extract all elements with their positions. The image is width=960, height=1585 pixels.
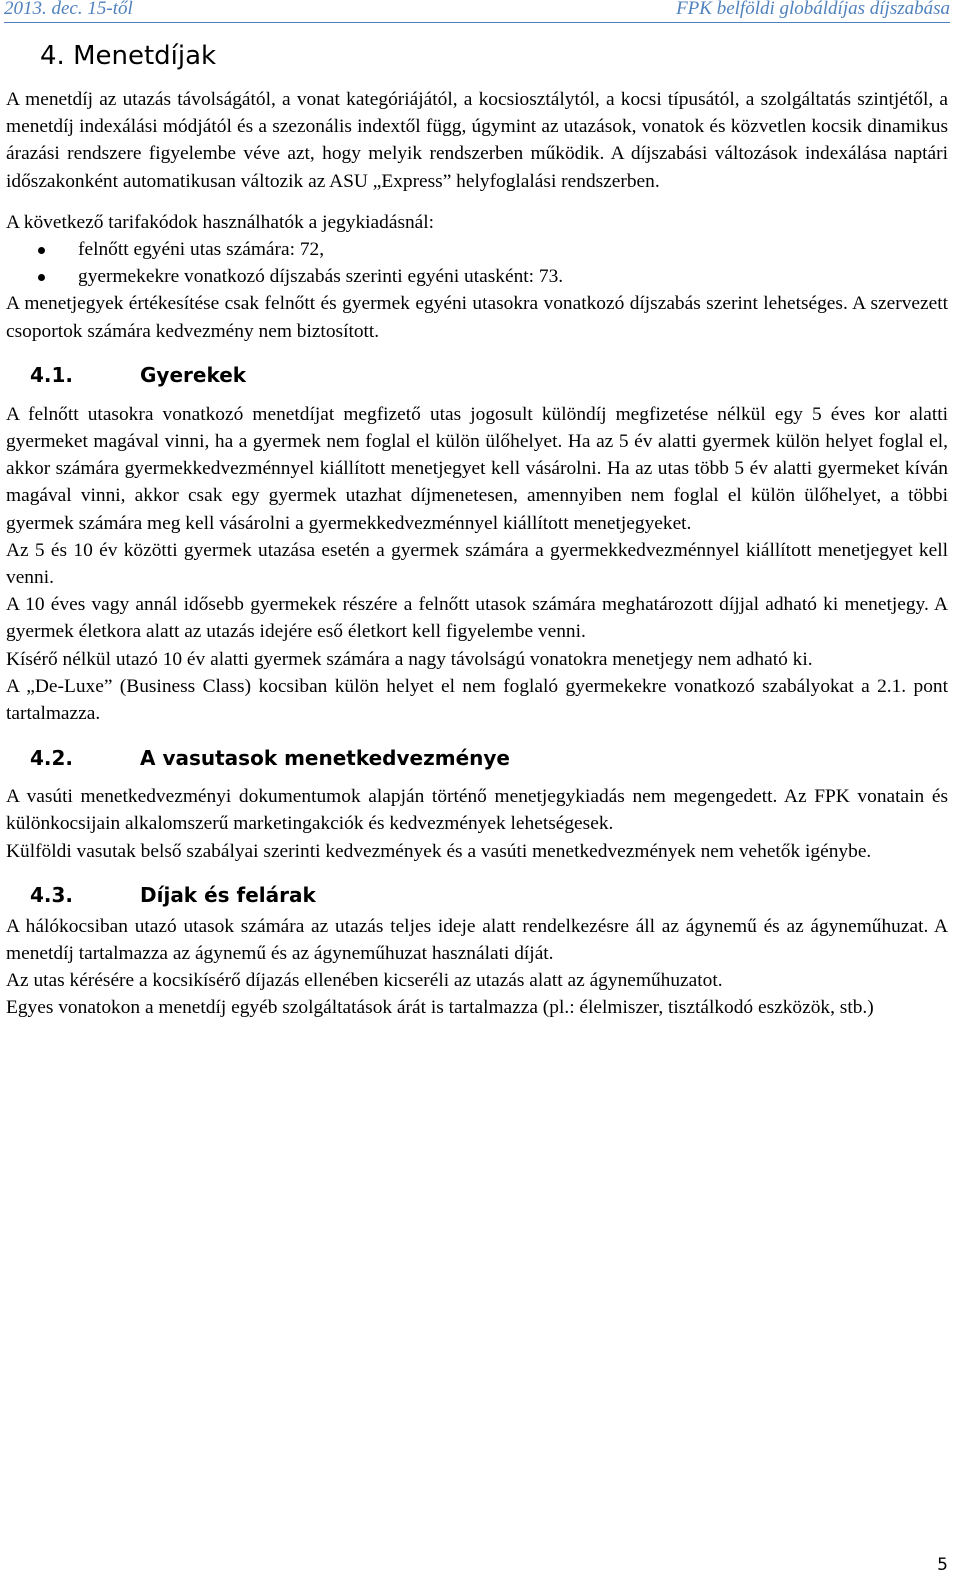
subsection-number: 4.1. bbox=[30, 363, 74, 388]
section-paragraph: A következő tarifakódok használhatók a jegykiadásnál: bbox=[6, 211, 435, 233]
page-number: 5 bbox=[937, 1555, 948, 1575]
subsection-paragraph: A felnőtt utasokra vonatkozó menetdíjat megfizető utas jogosult különdíj megfizetése nélkül egy 5 éves kor alatti gyermeket magával vinni, ha a gyermek nem foglal el külön ülőhelyet. Ha az 5 év alatti gyermek külön helyet foglal el, akkor számára gyermekkedvezménnyel kiállított menetjegyet kell vásárolni. Ha az utas több 5 év alatti gyermeket kíván magával vinni, akkor csak egy gyermek utazhat díjmenetesen, amennyiben nem foglal el külön ülőhelyet, a többi gyermek számára meg kell vásárolni a gyermekkedvezménnyel kiállított menetjegyeket. bbox=[6, 403, 948, 534]
subsection-number: 4.2. bbox=[30, 745, 74, 770]
section-paragraph: A menetjegyek értékesítése csak felnőtt és gyermek egyéni utasokra vonatkozó díjszabás szerint lehetséges. A szervezett csoportok számára kedvezmény nem biztosított. bbox=[6, 293, 948, 342]
list-item-text: felnőtt egyéni utas számára: 72, bbox=[78, 239, 325, 261]
subsection-title: Díjak és felárak bbox=[140, 883, 316, 908]
subsection-paragraph: A hálókocsiban utazó utasok számára az utazás teljes ideje alatt rendelkezésre áll az ágynemű és az ágyneműhuzat. A menetdíj tartalmazza az ágynemű és az ágyneműhuzat használati díját. bbox=[6, 915, 948, 965]
header-date: 2013. dec. 15-től bbox=[4, 0, 133, 19]
subsection-paragraph: A 10 éves vagy annál idősebb gyermekek részére a felnőtt utasok számára meghatározott díjjal adható ki menetjegy. A gyermek életkora alatt az utazás idejére eső életkort kell figyelembe venni. bbox=[6, 594, 948, 643]
subsection-paragraph: Egyes vonatokon a menetdíj egyéb szolgáltatások árát is tartalmazza (pl.: élelmiszer, tisztálkodó eszközök, stb.) bbox=[6, 997, 874, 1019]
section-paragraph: A menetdíj az utazás távolságától, a vonat kategóriájától, a kocsiosztálytól, a kocsi típusától, a szolgáltatás szintjétől, a menetdíj indexálási módjától és a szezonális indextől függ, úgymint az utazások, vonatok és közvetlen kocsik dinamikus árazási rendszere figyelembe véve azt, hogy melyik rendszerben működik. A díjszabási változások indexálása naptári időszakonként automatikusan változik az ASU „Express” helyfoglalási rendszerben. bbox=[6, 89, 948, 192]
bullet-icon bbox=[38, 247, 45, 254]
subsection-paragraph: A „De-Luxe” (Business Class) kocsiban külön helyet el nem foglaló gyermekekre vonatkozó szabályokat a 2.1. pont tartalmazza. bbox=[6, 675, 948, 725]
subsection-paragraph: A vasúti menetkedvezményi dokumentumok alapján történő menetjegykiadás nem megengedett. Az FPK vonatain és különkocsijain alkalomszerű marketingakciók és kedvezmények lehetségesek. bbox=[6, 786, 948, 835]
subsection-paragraph: Kísérő nélkül utazó 10 év alatti gyermek számára a nagy távolságú vonatokra menetjegy nem adható ki. bbox=[6, 648, 813, 670]
list-item bbox=[6, 236, 948, 263]
list-item bbox=[6, 263, 948, 290]
section-title: 4. Menetdíjak bbox=[40, 41, 217, 71]
subsection-paragraph: Külföldi vasutak belső szabályai szerinti kedvezmények és a vasúti menetkedvezmények nem vehetők igénybe. bbox=[6, 840, 872, 862]
header-title: FPK belföldi globáldíjas díjszabása bbox=[676, 0, 950, 19]
subsection-heading-railway-discount bbox=[6, 741, 948, 775]
subsection-number: 4.3. bbox=[30, 883, 74, 908]
page-header bbox=[4, 0, 950, 23]
subsection-heading-fees bbox=[6, 879, 948, 913]
subsection-title: A vasutasok menetkedvezménye bbox=[140, 745, 510, 770]
subsection-paragraph: Az utas kérésére a kocsikísérő díjazás ellenében kicseréli az utazás alatt az ágyneműhuzatot. bbox=[6, 970, 723, 992]
subsection-title: Gyerekek bbox=[140, 363, 247, 388]
tariff-code-list bbox=[6, 236, 948, 290]
subsection-heading-children bbox=[6, 359, 948, 393]
bullet-icon bbox=[38, 274, 45, 281]
subsection-paragraph: Az 5 és 10 év közötti gyermek utazása esetén a gyermek számára a gyermekkedvezménnyel kiállított menetjegyet kell venni. bbox=[6, 539, 948, 589]
list-item-text: gyermekekre vonatkozó díjszabás szerinti egyéni utasként: 73. bbox=[78, 266, 564, 288]
main-content bbox=[6, 38, 948, 1022]
